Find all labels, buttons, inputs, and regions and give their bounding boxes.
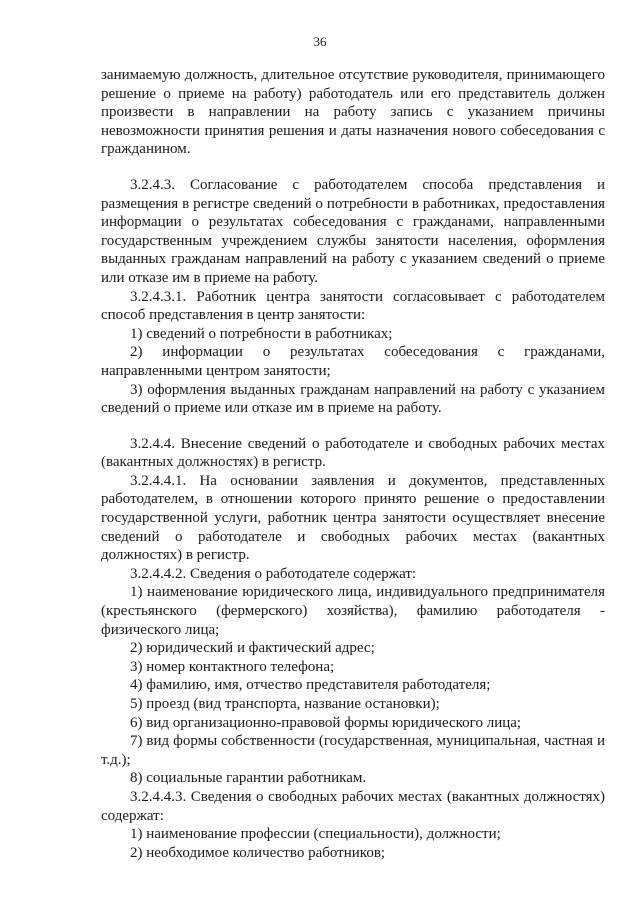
list-item: 4) фамилию, имя, отчество представителя работодателя; [130,677,491,694]
list-item: 5) проезд (вид транспорта, название остановки); [130,696,440,712]
paragraph-3-2-4-4-3: 3.2.4.4.3. Сведения о свободных рабочих местах (вакантных должностях) содержат: [101,788,605,824]
list-item: 3) оформления выданных гражданам направлений на работу с указанием сведений о приеме или отказе им в приеме на работу. [101,381,605,417]
document-body [101,66,605,862]
paragraph-3-2-4-4-2: 3.2.4.4.2. Сведения о работодателе содержат: [130,565,417,582]
page-number: 36 [313,34,327,49]
list-item: 8) социальные гарантии работникам. [130,770,367,787]
list-item: 1) сведений о потребности в работниках; [130,325,393,342]
list-item: 3) номер контактного телефона; [130,658,335,675]
paragraph-3-2-4-4-1: 3.2.4.4.1. На основании заявления и документов, представленных работодателем, в отношении которого принято решение о предоставлении государственной услуги, работник центра занятости осуществляет внесение сведений о работодателе и свободных рабочих местах (вакантных должностях) в регистр. [101,472,605,564]
list-item: 1) наименование профессии (специальности), должности; [130,826,501,843]
list-item: 2) необходимое количество работников; [130,844,386,861]
paragraph-3-2-4-4: 3.2.4.4. Внесение сведений о работодателе и свободных рабочих местах (вакантных должностях) в регистр. [101,435,605,471]
list-item: 2) информации о результатах собеседования с гражданами, направленными центром занятости; [101,344,605,379]
paragraph-continuation: занимаемую должность, длительное отсутствие руководителя, принимающего решение о приеме на работу) работодатель или его представитель должен произвести в направлении на работу запись с указанием причины невозможности принятия решения и даты назначения нового собеседования с гражданином. [101,67,605,158]
list-item: 7) вид формы собственности (государственная, муниципальная, частная и т.д.); [101,733,605,768]
paragraph-3-2-4-3: 3.2.4.3. Согласование с работодателем способа представления и размещения в регистре сведений о потребности в работниках, предоставления информации о результатах собеседования с гражданами, направленными государственным учреждением службы занятости населения, оформления выданных гражданам направлений на работу с указанием сведений о приеме или отказе им в приеме на работу. [101,176,605,286]
list-item: 6) вид организационно-правовой формы юридического лица; [130,714,522,731]
list-item: 1) наименование юридического лица, индивидуального предпринимателя (крестьянского (фермерского) хозяйства), фамилию работодателя - физического лица; [101,584,605,638]
paragraph-3-2-4-3-1: 3.2.4.3.1. Работник центра занятости согласовывает с работодателем способ представления в центр занятости: [101,288,605,324]
list-item: 2) юридический и фактический адрес; [130,640,375,657]
